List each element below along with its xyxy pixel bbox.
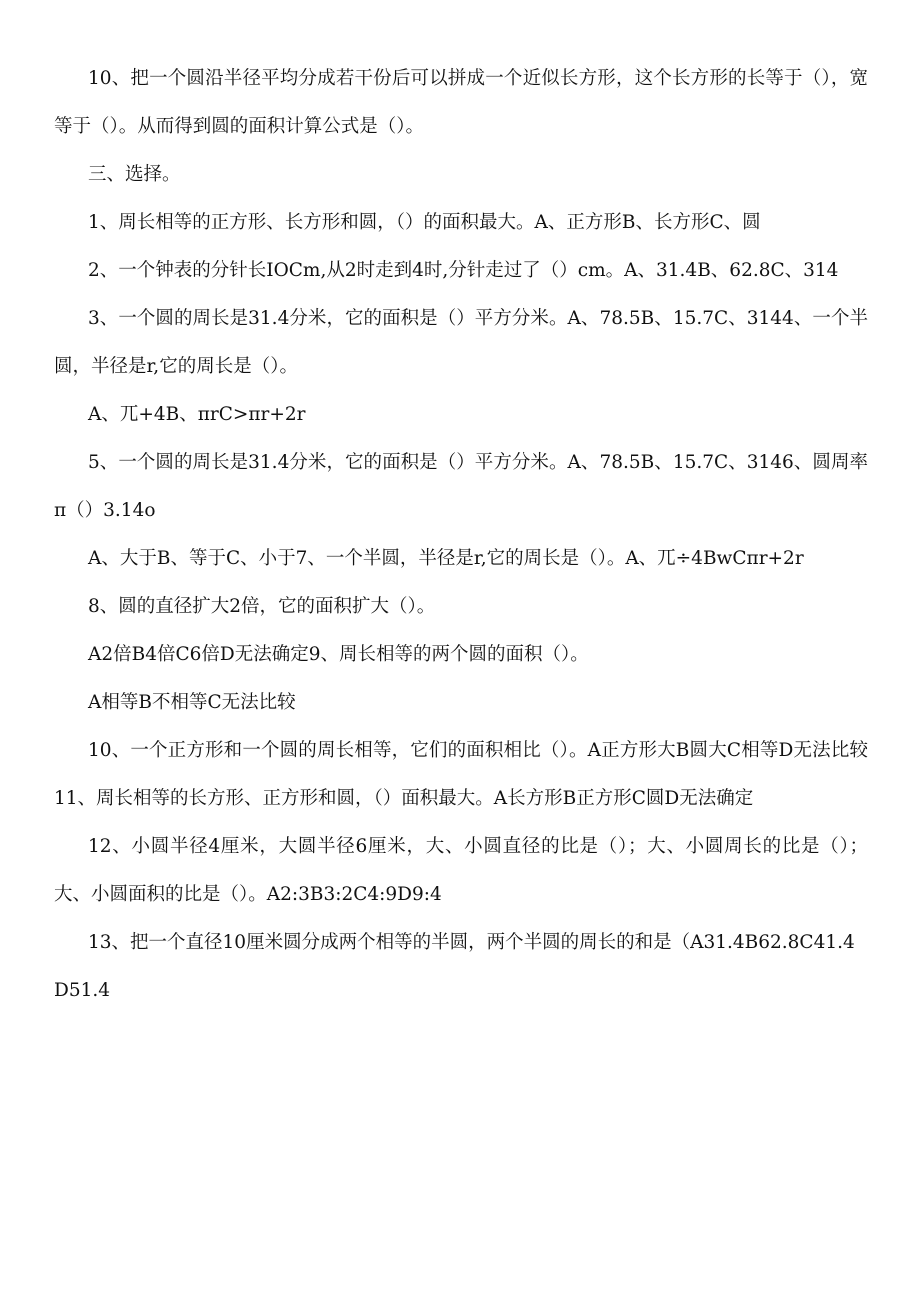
choice-question-4-options: A、兀+4B、πrC>πr+2r xyxy=(88,404,306,425)
choice-question-5-6: 5、一个圆的周长是31.4分米，它的面积是（）平方分米。A、78.5B、15.7C、3146、圆周率π（）3.14o xyxy=(54,452,868,521)
choice-question-2: 2、一个钟表的分针长IOCm,从2时走到4时,分针走过了（）cm。A、31.4B、62.8C、314 xyxy=(88,260,839,281)
choice-question-1: 1、周长相等的正方形、长方形和圆，（）的面积最大。A、正方形B、长方形C、圆 xyxy=(88,212,761,233)
choice-question-6-7-options: A、大于B、等于C、小于7、一个半圆，半径是r,它的周长是（）。A、兀÷4BwCπr+2r xyxy=(88,548,804,569)
choice-question-8-9-options: A2倍B4倍C6倍D无法确定9、周长相等的两个圆的面积（）。 xyxy=(88,644,589,665)
choice-question-3-4: 3、一个圆的周长是31.4分米，它的面积是（）平方分米。A、78.5B、15.7C、3144、一个半圆，半径是r,它的周长是（）。 xyxy=(54,308,868,377)
choice-question-8: 8、圆的直径扩大2倍，它的面积扩大（）。 xyxy=(88,596,436,617)
section-heading-choice: 三、选择。 xyxy=(88,164,181,185)
question-10-fill: 10、把一个圆沿半径平均分成若干份后可以拼成一个近似长方形，这个长方形的长等于（），宽等于（）。从而得到圆的面积计算公式是（）。 xyxy=(54,68,868,137)
choice-question-12: 12、小圆半径4厘米，大圆半径6厘米，大、小圆直径的比是（）；大、小圆周长的比是（）；大、小圆面积的比是（）。A2:3B3:2C4:9D9:4 xyxy=(54,836,868,905)
choice-question-9-options: A相等B不相等C无法比较 xyxy=(88,692,296,713)
choice-question-10-11: 10、一个正方形和一个圆的周长相等，它们的面积相比（）。A正方形大B圆大C相等D无法比较11、周长相等的长方形、正方形和圆，（）面积最大。A长方形B正方形C圆D无法确定 xyxy=(54,740,868,809)
choice-question-13: 13、把一个直径10厘米圆分成两个相等的半圆，两个半圆的周长的和是（A31.4B62.8C41.4D51.4 xyxy=(54,932,855,1001)
